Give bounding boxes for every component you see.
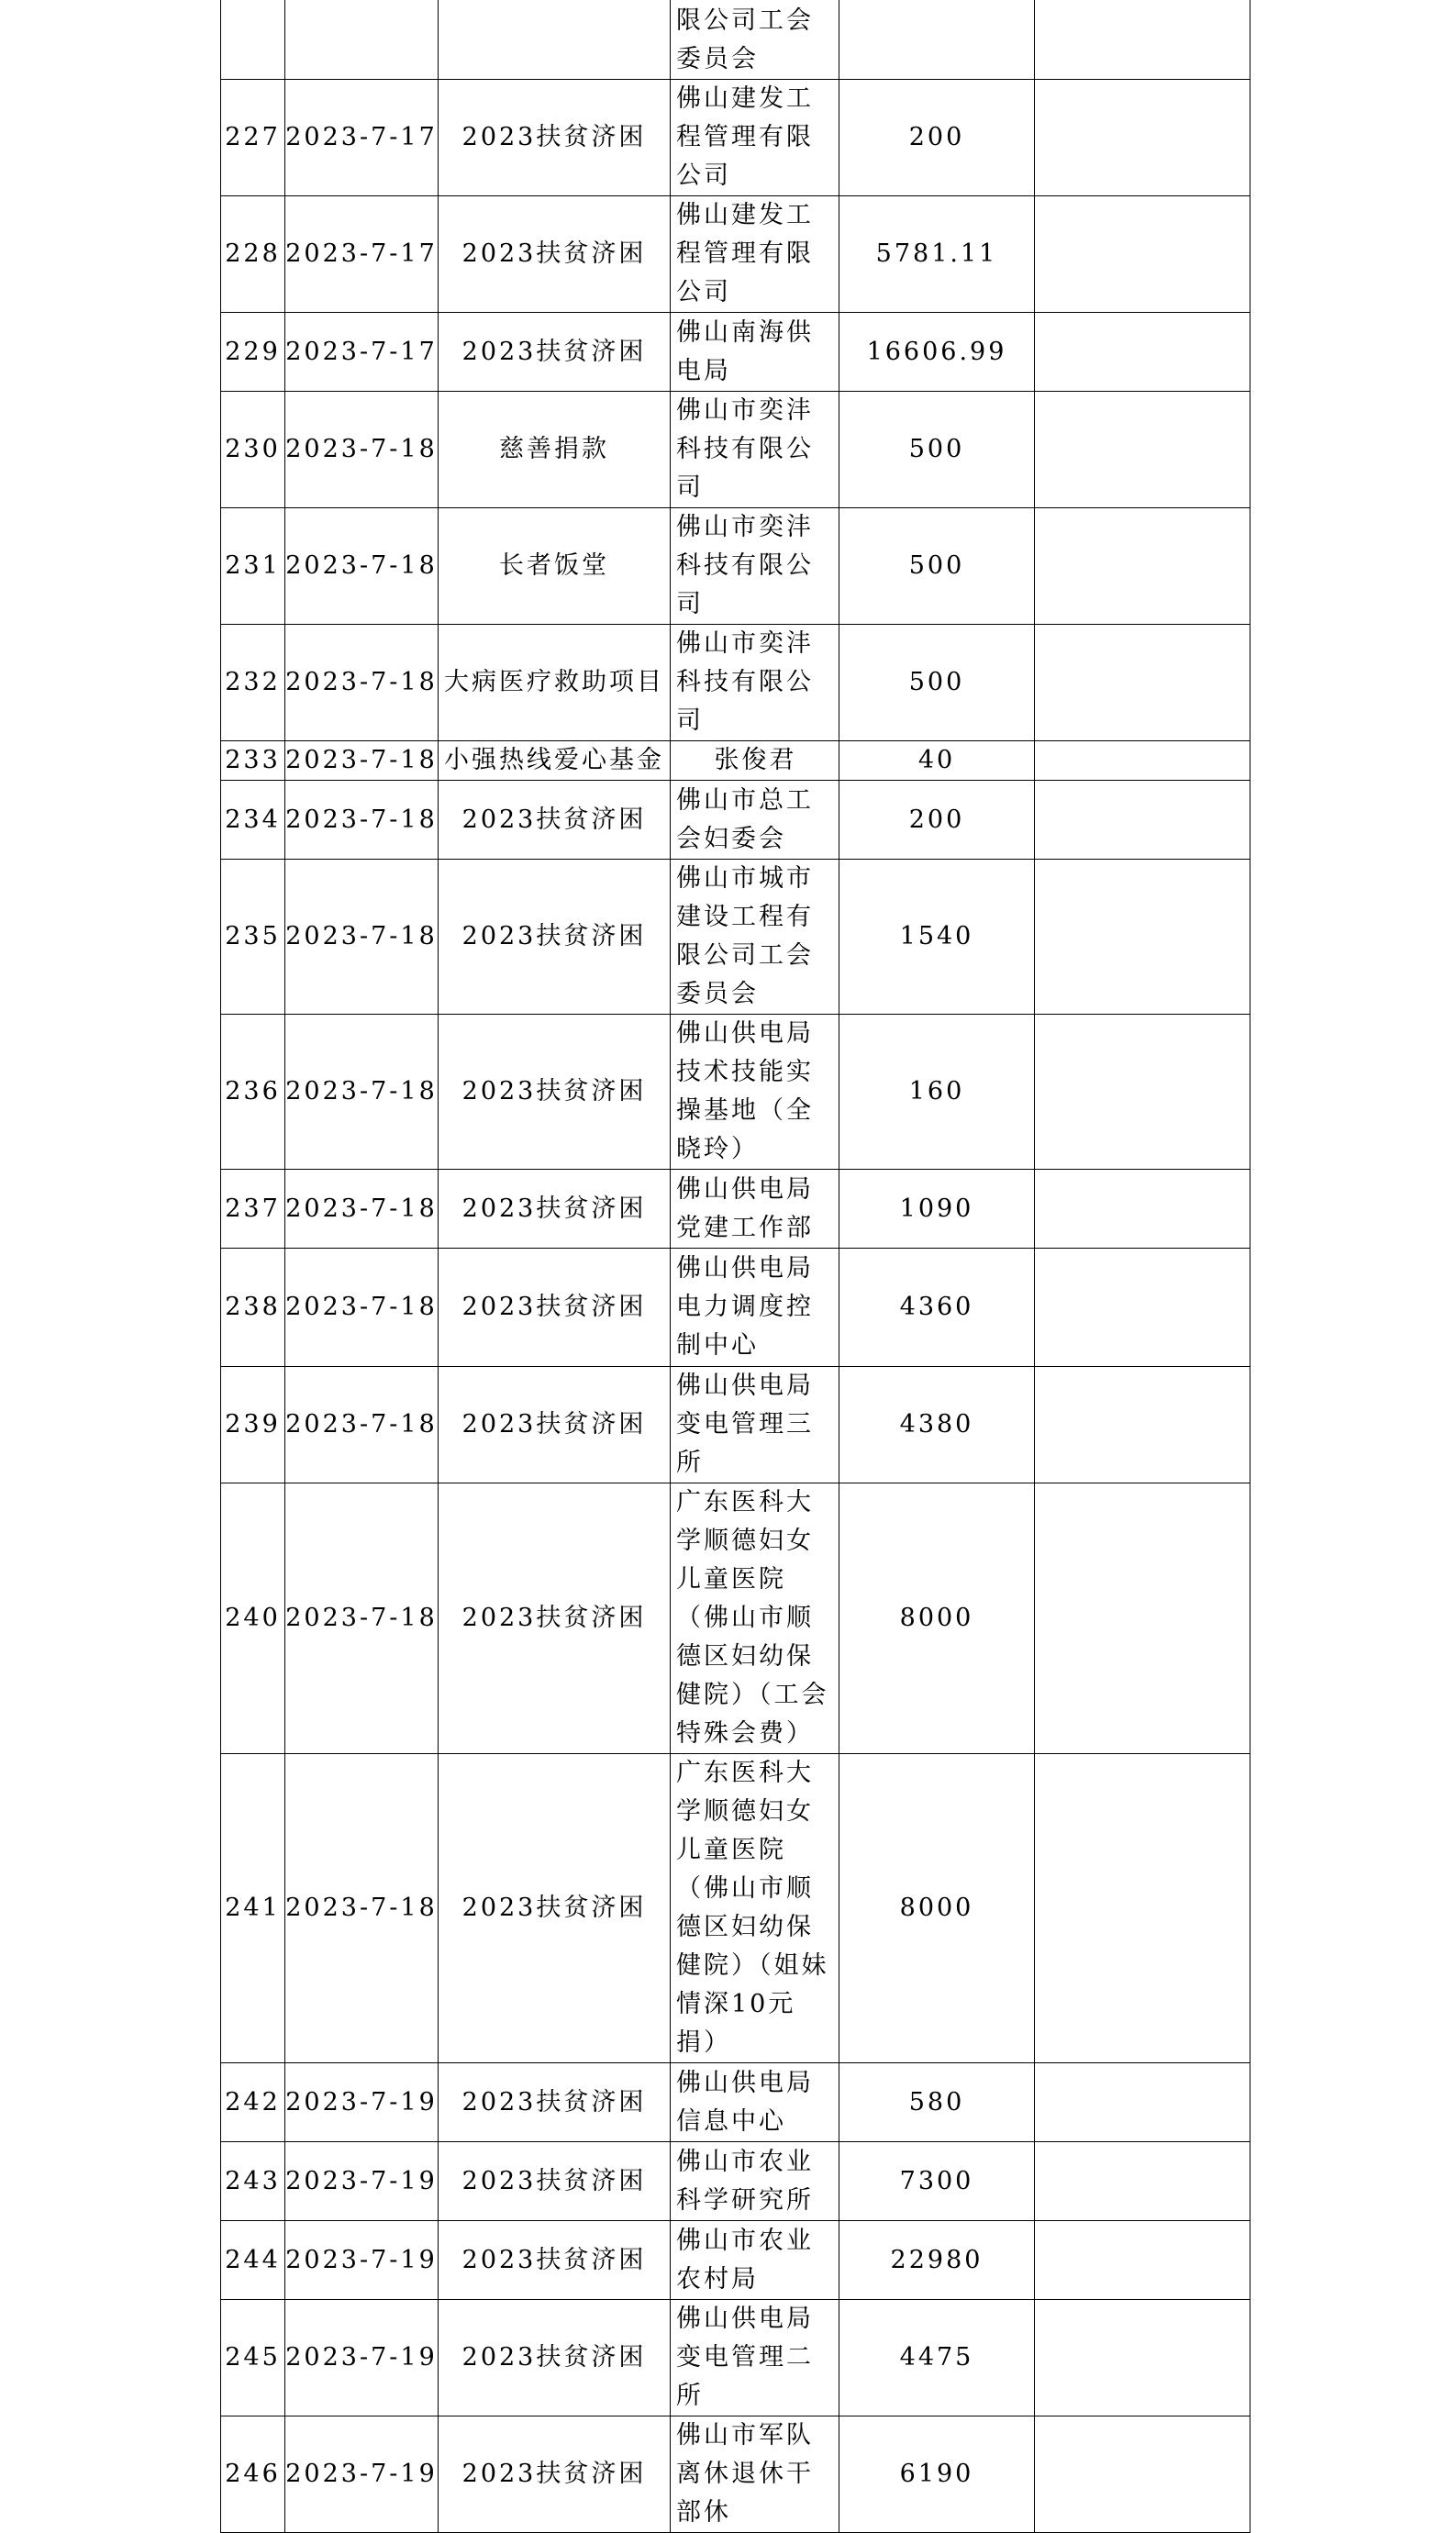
row-number: 230 <box>221 392 285 508</box>
row-number <box>221 0 285 80</box>
donor-name: 佛山市奕沣科技有限公司 <box>671 392 839 508</box>
remark-cell <box>1035 1483 1250 1754</box>
donor-name: 佛山建发工程管理有限公司 <box>671 80 839 196</box>
table-row <box>221 1483 1250 1754</box>
donation-amount <box>839 0 1035 80</box>
donation-date: 2023-7-18 <box>285 1015 439 1170</box>
remark-cell <box>1035 2300 1250 2416</box>
row-number: 238 <box>221 1249 285 1367</box>
donation-date: 2023-7-19 <box>285 2063 439 2142</box>
table-row <box>221 625 1250 741</box>
donation-date <box>285 0 439 80</box>
donation-date: 2023-7-18 <box>285 1367 439 1483</box>
donor-name: 广东医科大学顺德妇女儿童医院（佛山市顺德区妇幼保健院）（工会特殊会费） <box>671 1483 839 1754</box>
donor-name: 佛山供电局变电管理二所 <box>671 2300 839 2416</box>
remark-cell <box>1035 508 1250 625</box>
donation-date: 2023-7-18 <box>285 1754 439 2063</box>
donation-amount: 5781.11 <box>839 196 1035 313</box>
remark-cell <box>1035 860 1250 1015</box>
donor-name: 限公司工会委员会 <box>671 0 839 80</box>
donation-date: 2023-7-19 <box>285 2142 439 2221</box>
project-name: 2023扶贫济困 <box>439 1754 671 2063</box>
table-row <box>221 2300 1250 2416</box>
project-name: 2023扶贫济困 <box>439 80 671 196</box>
project-name: 长者饭堂 <box>439 508 671 625</box>
donation-amount: 200 <box>839 80 1035 196</box>
table-row <box>221 860 1250 1015</box>
remark-cell <box>1035 2416 1250 2533</box>
project-name: 2023扶贫济困 <box>439 2416 671 2533</box>
project-name: 2023扶贫济困 <box>439 1483 671 1754</box>
donor-name: 佛山供电局技术技能实操基地（全晓玲） <box>671 1015 839 1170</box>
donation-amount: 1090 <box>839 1170 1035 1249</box>
donation-amount: 8000 <box>839 1754 1035 2063</box>
row-number: 240 <box>221 1483 285 1754</box>
remark-cell <box>1035 741 1250 781</box>
donation-date: 2023-7-18 <box>285 508 439 625</box>
table-row <box>221 2221 1250 2300</box>
row-number: 227 <box>221 80 285 196</box>
donor-name: 佛山市奕沣科技有限公司 <box>671 508 839 625</box>
row-number: 229 <box>221 313 285 392</box>
row-number: 245 <box>221 2300 285 2416</box>
donor-name: 佛山市农业科学研究所 <box>671 2142 839 2221</box>
donation-date: 2023-7-18 <box>285 1483 439 1754</box>
donor-name: 佛山南海供电局 <box>671 313 839 392</box>
project-name: 2023扶贫济困 <box>439 781 671 860</box>
table-row <box>221 313 1250 392</box>
donation-amount: 22980 <box>839 2221 1035 2300</box>
remark-cell <box>1035 80 1250 196</box>
project-name: 2023扶贫济困 <box>439 1249 671 1367</box>
donation-table <box>220 0 1250 2533</box>
donor-name-text: 张俊君 <box>714 746 797 774</box>
donation-date: 2023-7-18 <box>285 781 439 860</box>
donation-date: 2023-7-17 <box>285 313 439 392</box>
donation-amount: 500 <box>839 625 1035 741</box>
remark-cell <box>1035 2142 1250 2221</box>
project-name: 大病医疗救助项目 <box>439 625 671 741</box>
project-name: 小强热线爱心基金 <box>439 741 671 781</box>
row-number: 237 <box>221 1170 285 1249</box>
table-row <box>221 196 1250 313</box>
donation-date: 2023-7-18 <box>285 1170 439 1249</box>
remark-cell <box>1035 1249 1250 1367</box>
donation-amount: 200 <box>839 781 1035 860</box>
donation-amount: 4380 <box>839 1367 1035 1483</box>
remark-cell <box>1035 781 1250 860</box>
donation-amount: 7300 <box>839 2142 1035 2221</box>
row-number: 246 <box>221 2416 285 2533</box>
donor-name: 佛山供电局信息中心 <box>671 2063 839 2142</box>
donation-amount: 6190 <box>839 2416 1035 2533</box>
table-row <box>221 781 1250 860</box>
remark-cell <box>1035 1754 1250 2063</box>
table-row <box>221 0 1250 80</box>
remark-cell <box>1035 1367 1250 1483</box>
donor-name: 广东医科大学顺德妇女儿童医院（佛山市顺德区妇幼保健院）（姐妹情深10元捐） <box>671 1754 839 2063</box>
row-number: 232 <box>221 625 285 741</box>
donation-amount: 580 <box>839 2063 1035 2142</box>
remark-cell <box>1035 313 1250 392</box>
project-name: 2023扶贫济困 <box>439 196 671 313</box>
row-number: 235 <box>221 860 285 1015</box>
row-number: 231 <box>221 508 285 625</box>
donor-name: 佛山供电局变电管理三所 <box>671 1367 839 1483</box>
remark-cell <box>1035 2221 1250 2300</box>
table-row <box>221 1754 1250 2063</box>
remark-cell <box>1035 1015 1250 1170</box>
table-row <box>221 1170 1250 1249</box>
project-name: 2023扶贫济困 <box>439 1367 671 1483</box>
row-number: 236 <box>221 1015 285 1170</box>
donation-date: 2023-7-18 <box>285 625 439 741</box>
project-name: 2023扶贫济困 <box>439 2300 671 2416</box>
project-name: 2023扶贫济困 <box>439 2063 671 2142</box>
project-name: 慈善捐款 <box>439 392 671 508</box>
donor-name: 佛山市军队离休退休干部休 <box>671 2416 839 2533</box>
donation-amount: 8000 <box>839 1483 1035 1754</box>
remark-cell <box>1035 392 1250 508</box>
donation-date: 2023-7-19 <box>285 2300 439 2416</box>
remark-cell <box>1035 0 1250 80</box>
remark-cell <box>1035 1170 1250 1249</box>
row-number: 233 <box>221 741 285 781</box>
row-number: 228 <box>221 196 285 313</box>
project-name: 2023扶贫济困 <box>439 860 671 1015</box>
row-number: 234 <box>221 781 285 860</box>
donor-name: 佛山市城市建设工程有限公司工会委员会 <box>671 860 839 1015</box>
donation-date: 2023-7-18 <box>285 392 439 508</box>
table-row <box>221 1249 1250 1367</box>
donation-amount: 500 <box>839 392 1035 508</box>
table-row <box>221 1015 1250 1170</box>
donation-amount: 500 <box>839 508 1035 625</box>
donation-date: 2023-7-18 <box>285 1249 439 1367</box>
donation-date: 2023-7-19 <box>285 2221 439 2300</box>
donation-date: 2023-7-18 <box>285 860 439 1015</box>
donation-amount: 16606.99 <box>839 313 1035 392</box>
donation-date: 2023-7-19 <box>285 2416 439 2533</box>
donation-amount: 40 <box>839 741 1035 781</box>
donation-amount: 1540 <box>839 860 1035 1015</box>
donor-name: 佛山市总工会妇委会 <box>671 781 839 860</box>
row-number: 244 <box>221 2221 285 2300</box>
donation-date: 2023-7-17 <box>285 80 439 196</box>
donation-amount: 4360 <box>839 1249 1035 1367</box>
table-row <box>221 80 1250 196</box>
donor-name: 佛山建发工程管理有限公司 <box>671 196 839 313</box>
donation-date: 2023-7-18 <box>285 741 439 781</box>
project-name: 2023扶贫济困 <box>439 2142 671 2221</box>
donation-amount: 4475 <box>839 2300 1035 2416</box>
donor-name: 佛山市奕沣科技有限公司 <box>671 625 839 741</box>
table-row <box>221 741 1250 781</box>
project-name: 2023扶贫济困 <box>439 2221 671 2300</box>
row-number: 242 <box>221 2063 285 2142</box>
donor-name: 佛山市农业农村局 <box>671 2221 839 2300</box>
table-row <box>221 2416 1250 2533</box>
row-number: 243 <box>221 2142 285 2221</box>
project-name: 2023扶贫济困 <box>439 1015 671 1170</box>
donation-amount: 160 <box>839 1015 1035 1170</box>
table-row <box>221 1367 1250 1483</box>
table-row <box>221 2142 1250 2221</box>
donor-name <box>671 741 839 781</box>
project-name: 2023扶贫济困 <box>439 313 671 392</box>
table-row <box>221 2063 1250 2142</box>
donor-name: 佛山供电局电力调度控制中心 <box>671 1249 839 1367</box>
remark-cell <box>1035 2063 1250 2142</box>
project-name: 2023扶贫济困 <box>439 1170 671 1249</box>
table-row <box>221 508 1250 625</box>
row-number: 239 <box>221 1367 285 1483</box>
remark-cell <box>1035 625 1250 741</box>
remark-cell <box>1035 196 1250 313</box>
row-number: 241 <box>221 1754 285 2063</box>
table-row <box>221 392 1250 508</box>
donation-date: 2023-7-17 <box>285 196 439 313</box>
project-name <box>439 0 671 80</box>
donor-name: 佛山供电局党建工作部 <box>671 1170 839 1249</box>
